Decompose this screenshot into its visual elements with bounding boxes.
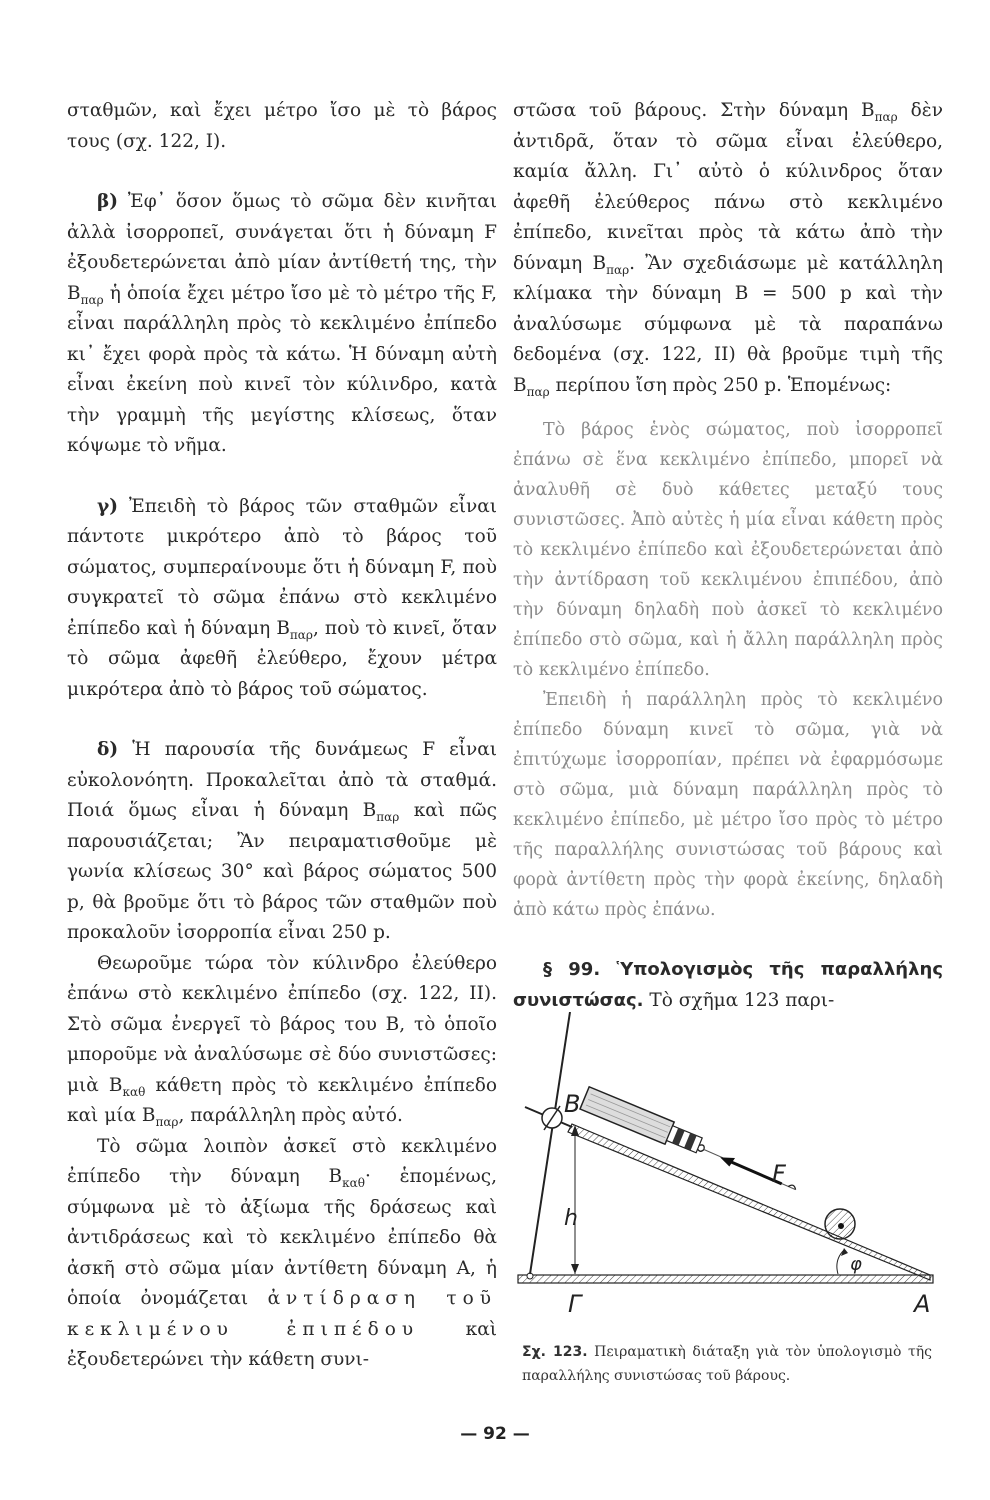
summary-paragraph-1: Τὸ βάρος ἑνὸς σώματος, ποὺ ἰσορροπεῖ ἐπάνω σὲ ἕνα κεκλιμένο ἐπίπεδο, μπορεῖ νὰ ἀναλυθῆ σὲ δυὸ κάθετες μεταξύ τους συνιστῶσες. Ἀπὸ αὐτὲς ἡ μία εἶναι κάθετη πρὸς τὸ κεκλιμένο ἐπίπεδο καὶ ἐξουδετερώνεται ἀπὸ τὴν ἀντίδραση τοῦ κεκλιμένου ἐπιπέδου, ἀπὸ τὴν δύναμη δηλαδὴ ποὺ ἀσκεῖ τὸ κεκλιμένο ἐπίπεδο στὸ σῶμα, καὶ ἡ ἄλλη παράλληλη πρὸς τὸ κεκλιμένο ἐπίπεδο.	[513, 420, 943, 680]
summary-box	[513, 415, 943, 925]
summary-paragraph-2: Ἐπειδὴ ἡ παράλληλη πρὸς τὸ κεκλιμένο ἐπίπεδο δύναμη κινεῖ τὸ σῶμα, γιὰ νὰ ἐπιτύχωμε ἰσορροπίαν, πρέπει νὰ ἐφαρμόσωμε στὸ σῶμα, μιὰ δύναμη παράλληλη πρὸς τὸ κεκλιμένο ἐπίπεδο, μὲ μέτρο ἴσο πρὸς τὸ μέτρο τῆς παραλλήλης συνιστώσας τοῦ βάρους καὶ φορὰ ἀντίθετη πρὸς τὴν φορὰ ἐκείνης, δηλαδὴ ἀπὸ κάτω πρὸς ἐπάνω.	[513, 690, 943, 920]
label-h: h	[564, 1206, 578, 1231]
paragraph-cylinder-free: Θεωροῦμε τώρα τὸν κύλινδρο ἐλεύθερο ἐπάνω στὸ κεκλιμένο ἐπίπεδο (σχ. 122, ΙΙ). Στὸ σῶμα ἐνεργεῖ τὸ βάρος του B, τὸ ὁποῖο μποροῦμε νὰ ἀναλύσωμε σὲ δύο συνιστῶσες: μιὰ $B_{\kappa\alpha\theta}$ κάθετη πρὸς τὸ κεκλιμένο ἐπίπεδο καὶ μία $B_{\pi\alpha\rho}$, παράλληλη πρὸς αὐτό.	[67, 952, 497, 1129]
figure-inclined-plane	[510, 1012, 940, 1312]
label-F: F	[772, 1160, 786, 1188]
item-label-beta: β)	[97, 191, 119, 212]
paragraph-gamma: γ) Ἐπειδὴ τὸ βάρος τῶν σταθμῶν εἶναι πάντοτε μικρότερο ἀπὸ τὸ βάρος τοῦ σώματος, συμπεραίνουμε ὅτι ἡ δύναμη F, ποὺ συγκρατεῖ τὸ σῶμα ἐπάνω στὸ κεκλιμένο ἐπίπεδο καὶ ἡ δύναμη $B_{\pi\alpha\rho}$, ποὺ τὸ κινεῖ, ὅταν τὸ σῶμα ἀφεθῆ ἐλεύθερο, ἔχουν μέτρα μικρότερα ἀπὸ τὸ βάρος τοῦ σώματος.	[67, 495, 497, 700]
page-number: — 92 —	[460, 1424, 530, 1444]
inclined-plane-diagram-icon	[510, 1012, 940, 1312]
paragraph-delta: δ) Ἡ παρουσία τῆς δυνάμεως F εἶναι εὐκολονόητη. Προκαλεῖται ἀπὸ τὰ σταθμά. Ποιά ὅμως εἶναι ἡ δύναμη $B_{\pi\alpha\rho}$ καὶ πῶς παρουσιάζεται; Ἂν πειραματισθοῦμε μὲ γωνία κλίσεως 30° καὶ βάρος σώματος 500 p, θὰ βροῦμε ὅτι τὸ βάρος τῶν σταθμῶν ποὺ προκαλοῦν ἰσορροπία εἶναι 250 p.	[67, 739, 497, 943]
label-phi: φ	[850, 1254, 862, 1275]
right-column	[513, 96, 943, 1016]
item-label-delta: δ)	[97, 739, 119, 760]
caption-label: Σχ. 123.	[522, 1344, 588, 1360]
section-number: § 99.	[543, 959, 601, 980]
paragraph-beta: β) Ἐφ᾽ ὅσον ὅμως τὸ σῶμα δὲν κινῆται ἀλλὰ ἰσορροπεῖ, συνάγεται ὅτι ἡ δύναμη F ἐξουδετερώνεται ἀπὸ μίαν ἀντίθετή της, τὴν $B_{\pi\alpha\rho}$ ἡ ὁποία ἔχει μέτρο ἴσο μὲ τὸ μέτρο τῆς F, εἶναι παράλληλη πρὸς τὸ κεκλιμένο ἐπίπεδο κι᾽ ἔχει φορὰ πρὸς τὰ κάτω. Ἡ δύναμη αὐτὴ εἶναι ἐκείνη ποὺ κινεῖ τὸν κύλινδρο, κατὰ τὴν γραμμὴ τῆς μεγίστης κλίσεως, ὅταν κόψωμε τὸ νῆμα.	[67, 191, 497, 456]
section-99: § 99. Ὑπολογισμὸς τῆς παραλλήλης συνιστώσας. Τὸ σχῆμα 123 παρι-	[513, 959, 943, 1011]
emphasized-term: ἀντίδραση τοῦ κεκλιμένου ἐπιπέδου	[67, 1288, 497, 1340]
label-A: A	[914, 1290, 931, 1312]
section-title: Ὑπολογισμὸς τῆς παραλλήλης συνιστώσας.	[513, 959, 943, 1011]
paragraph-continuation: σταθμῶν, καὶ ἔχει μέτρο ἴσο μὲ τὸ βάρος τους (σχ. 122, Ι).	[67, 100, 497, 152]
label-gamma: Γ	[568, 1290, 582, 1312]
figure-caption: Σχ. 123. Πειραματικὴ διάταξη γιὰ τὸν ὑπολογισμὸ τῆς παραλλήλης συνιστώσας τοῦ βάρους.	[522, 1344, 932, 1384]
left-column	[67, 96, 497, 1376]
label-B: B	[564, 1090, 581, 1118]
paragraph-continuation-right: στῶσα τοῦ βάρους. Στὴν δύναμη $B_{\pi\alpha\rho}$ δὲν ἀντιδρᾶ, ὅταν τὸ σῶμα εἶναι ἐλεύθερο, καμία ἄλλη. Γι᾽ αὐτὸ ὁ κύλινδρος ὅταν ἀφεθῆ ἐλεύθερος πάνω στὸ κεκλιμένο ἐπίπεδο, κινεῖται πρὸς τὰ κάτω ἀπὸ τὴν δύναμη $B_{\pi\alpha\rho}$. Ἂν σχεδιάσωμε μὲ κατάλληλη κλίμακα τὴν δύναμη B = 500 p καὶ τὴν ἀναλύσωμε σύμφωνα μὲ τὰ παραπάνω δεδομένα (σχ. 122, ΙΙ) θὰ βροῦμε τιμὴ τῆς $B_{\pi\alpha\rho}$ περίπου ἴση πρὸς 250 p. Ἑπομένως:	[513, 100, 943, 399]
item-label-gamma: γ)	[97, 495, 118, 517]
paragraph-reaction: Τὸ σῶμα λοιπὸν ἀσκεῖ στὸ κεκλιμένο ἐπίπεδο τὴν δύναμη $B_{\kappa\alpha\theta}\cdot$ ἑπομένως, σύμφωνα μὲ τὸ ἀξίωμα τῆς δράσεως καὶ ἀντιδράσεως καὶ τὸ κεκλιμένο ἐπίπεδο θὰ ἀσκῆ στὸ σῶμα μίαν ἀντίθετη δύναμη A, ἡ ὁποία ὀνομάζεται ἀντίδραση τοῦ κεκλιμένου ἐπιπέδου καὶ ἐξουδετερώνει τὴν κάθετη συνι-	[67, 1135, 498, 1370]
